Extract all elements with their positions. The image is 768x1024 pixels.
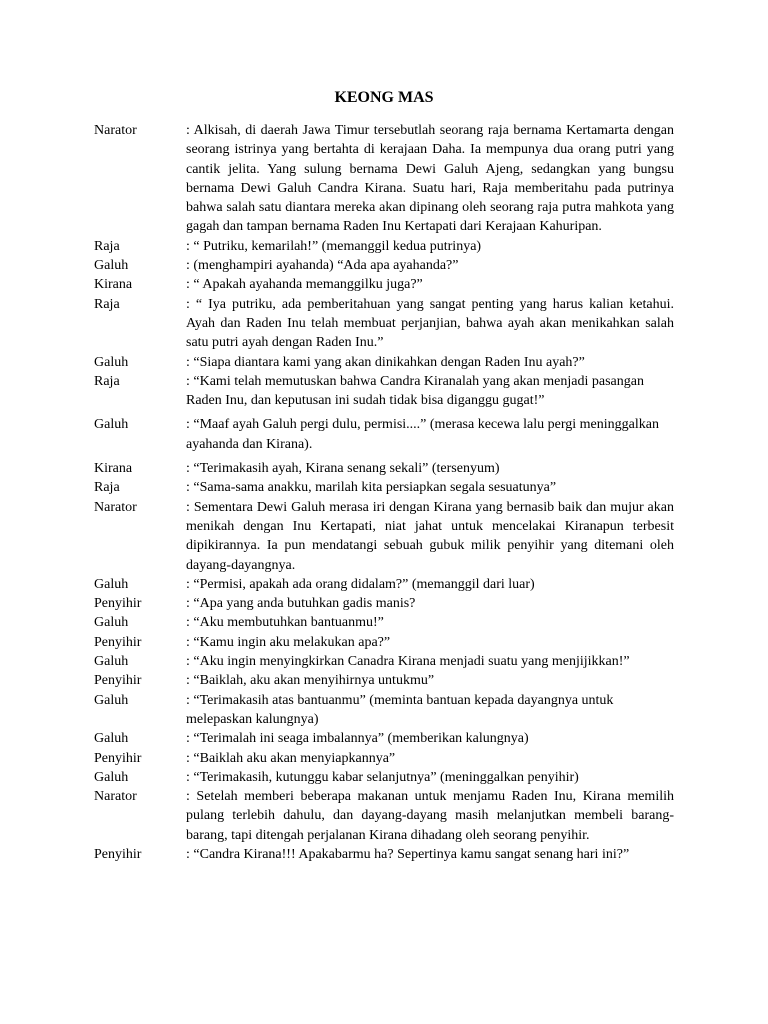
dialogue-text: : “Apa yang anda butuhkan gadis manis? — [186, 596, 416, 612]
dialogue-line — [94, 415, 674, 454]
dialogue-line — [94, 594, 674, 613]
speaker-name: Galuh — [94, 731, 129, 747]
dialogue-text: : Sementara Dewi Galuh merasa iri dengan Kirana yang bernasib baik dan mujur akan menikah dengan Inu Kertapati, niat jahat untuk mencelakai Kiranapun terbesit dipikirannya. Ia pun mendatangi sebuah gubuk milik penyihir yang ditemani oleh dayang-dayangnya. — [186, 499, 674, 573]
dialogue-line — [94, 652, 674, 671]
dialogue-line — [94, 295, 674, 353]
speaker-name: Kirana — [94, 277, 133, 293]
dialogue-text: : “Baiklah aku akan menyiapkannya” — [186, 750, 396, 766]
speaker-name: Penyihir — [94, 750, 142, 766]
speaker-name: Penyihir — [94, 846, 142, 862]
dialogue-text: : “Terimakasih ayah, Kirana senang sekali” (tersenyum) — [186, 461, 500, 477]
dialogue-text: : “Aku membutuhkan bantuanmu!” — [186, 615, 384, 631]
dialogue-line — [94, 353, 674, 372]
dialogue-line — [94, 275, 674, 294]
dialogue-text: : “ Iya putriku, ada pemberitahuan yang sangat penting yang harus kalian ketahui. Ayah dan Raden Inu telah membuat perjanjian, bahwa ayah akan menikahkan salah satu putri ayah dengan Raden Inu.” — [186, 296, 674, 351]
speaker-name: Penyihir — [94, 596, 142, 612]
dialogue-text: : “Maaf ayah Galuh pergi dulu, permisi....” (merasa kecewa lalu pergi meninggalkan ayahanda dan Kirana). — [186, 417, 659, 452]
speaker-name: Galuh — [94, 654, 129, 670]
speaker-name: Penyihir — [94, 673, 142, 689]
dialogue-line — [94, 845, 674, 864]
dialogue-text: : “Terimakasih, kutunggu kabar selanjutnya” (meninggalkan penyihir) — [186, 769, 579, 785]
dialogue-line — [94, 372, 674, 411]
dialogue-text: : Alkisah, di daerah Jawa Timur tersebutlah seorang raja bernama Kertamarta dengan seorang istrinya yang bertahta di kerajaan Daha. Ia mempunya dua orang putri yang cantik jelita. Yang sulung bernama Dewi Galuh Ajeng, sedangkan yang bungsu bernama Dewi Galuh Candra Kirana. Suatu hari, Raja memberitahu pada putrinya bahwa salah satu diantara mereka akan dipinang oleh seorang raja putra mahkota yang gagah dan tampan bernama Raden Inu Kertapati dari Kerajaan Kahuripan. — [186, 123, 674, 235]
dialogue-line — [94, 633, 674, 652]
speaker-name: Galuh — [94, 354, 129, 370]
dialogue-text: : “Terimakasih atas bantuanmu” (meminta bantuan kepada dayangnya untuk melepaskan kalungnya) — [186, 692, 614, 727]
dialogue-text: : “Candra Kirana!!! Apakabarmu ha? Sepertinya kamu sangat senang hari ini?” — [186, 846, 630, 862]
dialogue-text: : “Terimalah ini seaga imbalannya” (memberikan kalungnya) — [186, 731, 529, 747]
dialogue-text: : “Kami telah memutuskan bahwa Candra Kiranalah yang akan menjadi pasangan Raden Inu, dan keputusan ini sudah tidak bisa diganggu gugat!” — [186, 373, 644, 409]
speaker-name: Narator — [94, 789, 137, 805]
dialogue-line — [94, 121, 674, 237]
speaker-name: Galuh — [94, 258, 129, 274]
dialogue-text: : “Siapa diantara kami yang akan dinikahkan dengan Raden Inu ayah?” — [186, 354, 585, 370]
speaker-name: Raja — [94, 373, 120, 389]
dialogue-line — [94, 575, 674, 594]
speaker-name: Raja — [94, 296, 120, 312]
dialogue-line — [94, 671, 674, 690]
dialogue-line — [94, 729, 674, 748]
speaker-name: Narator — [94, 499, 137, 515]
dialogue-script — [94, 121, 674, 864]
dialogue-text: : “Sama-sama anakku, marilah kita persiapkan segala sesuatunya” — [186, 480, 557, 496]
speaker-name: Galuh — [94, 615, 129, 631]
speaker-name: Raja — [94, 480, 120, 496]
dialogue-line — [94, 237, 674, 256]
dialogue-line — [94, 498, 674, 575]
speaker-name: Kirana — [94, 461, 133, 477]
dialogue-text: : “Permisi, apakah ada orang didalam?” (memanggil dari luar) — [186, 576, 535, 592]
dialogue-text: : “ Apakah ayahanda memanggilku juga?” — [186, 277, 423, 293]
speaker-name: Narator — [94, 123, 137, 138]
dialogue-line — [94, 691, 674, 730]
dialogue-text: : “Kamu ingin aku melakukan apa?” — [186, 634, 391, 650]
speaker-name: Galuh — [94, 692, 129, 708]
dialogue-line — [94, 749, 674, 768]
dialogue-line — [94, 256, 674, 275]
speaker-name: Galuh — [94, 576, 129, 592]
speaker-name: Penyihir — [94, 634, 142, 650]
dialogue-text: : (menghampiri ayahanda) “Ada apa ayahanda?” — [186, 258, 459, 274]
dialogue-line — [94, 787, 674, 845]
dialogue-line — [94, 613, 674, 632]
dialogue-line — [94, 478, 674, 497]
speaker-name: Galuh — [94, 417, 129, 433]
dialogue-line — [94, 768, 674, 787]
dialogue-text: : “Aku ingin menyingkirkan Canadra Kirana menjadi suatu yang menjijikkan!” — [186, 654, 630, 670]
dialogue-text: : “ Putriku, kemarilah!” (memanggil kedua putrinya) — [186, 238, 482, 254]
speaker-name: Galuh — [94, 769, 129, 785]
document-title: KEONG MAS — [334, 89, 434, 106]
dialogue-text: : Setelah memberi beberapa makanan untuk menjamu Raden Inu, Kirana memilih pulang terlebih dahulu, dan dayang-dayang masih melanjutkan membeli barang-barang, tapi ditengah perjalanan Kirana dihadang oleh seorang penyihir. — [186, 789, 674, 843]
speaker-name: Raja — [94, 238, 120, 254]
dialogue-text: : “Baiklah, aku akan menyihirnya untukmu” — [186, 673, 435, 689]
dialogue-line — [94, 459, 674, 478]
